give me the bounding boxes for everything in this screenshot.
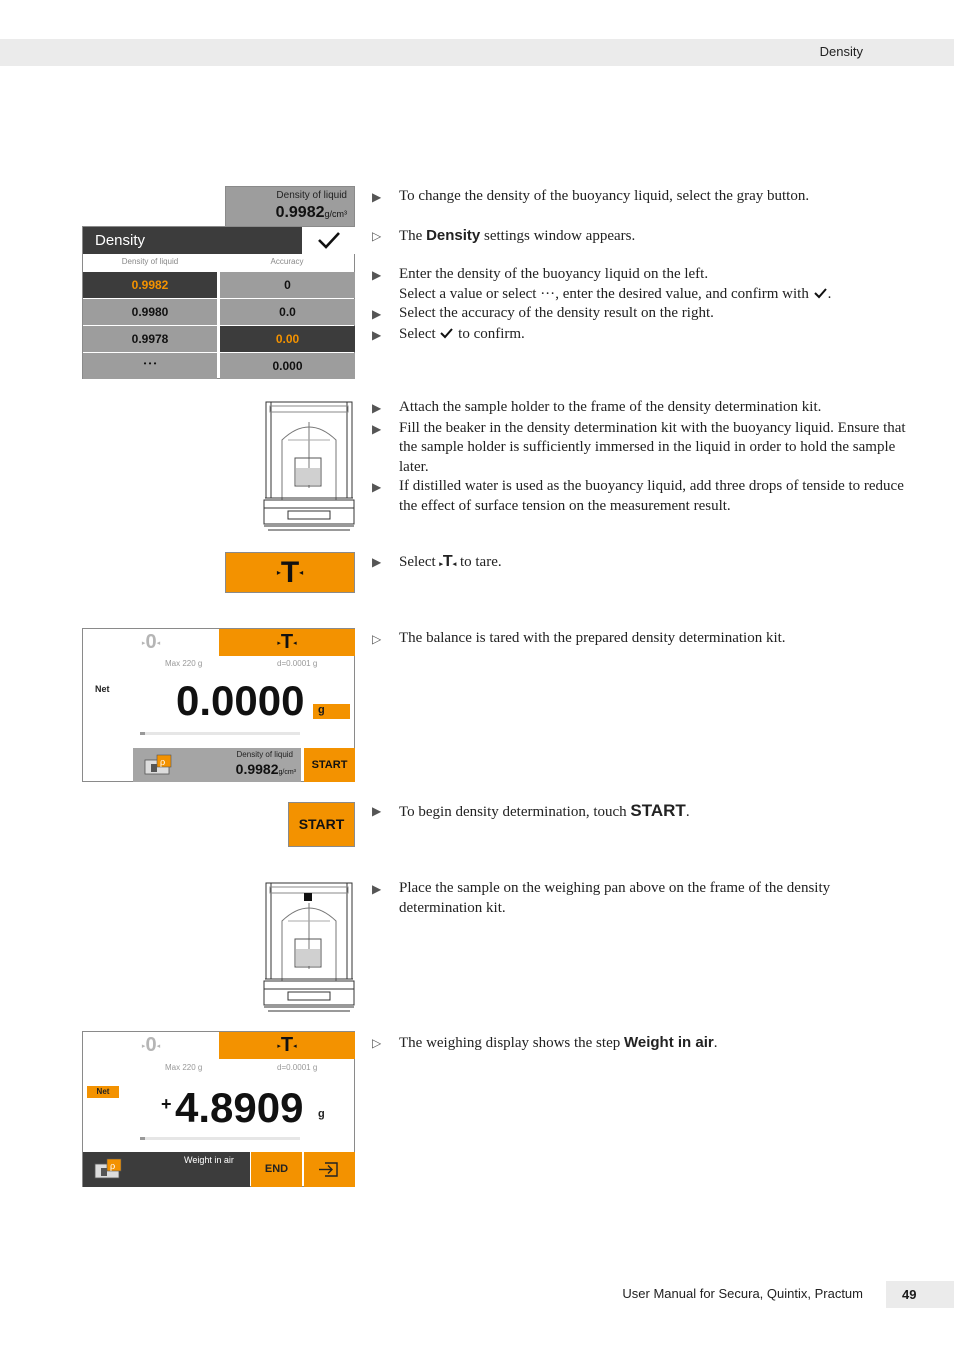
weight-unit: g	[313, 704, 350, 719]
weighing-display-tared	[82, 628, 355, 782]
solid-triangle-icon: ▶	[372, 268, 382, 282]
instruction-step: ▶ Select ▸T◂ to tare.	[372, 552, 917, 575]
start-button-display[interactable]: START	[304, 748, 355, 782]
instruction-step: ▶ If distilled water is used as the buoyancy liquid, add three drops of tenside to reduce the effect of surface tension on the measurement result.	[372, 478, 904, 514]
instructions-group-3	[372, 552, 917, 575]
start-button[interactable]: START	[288, 802, 355, 847]
solid-triangle-icon: ▶	[372, 401, 382, 415]
instruction-step: ▶ Enter the density of the buoyancy liquid on the left. Select a value or select ···, enter the desired value, and confirm with .	[372, 266, 832, 302]
end-button[interactable]: END	[251, 1152, 302, 1187]
footer-manual-title: User Manual for Secura, Quintix, Practum	[622, 1286, 863, 1301]
outline-triangle-icon: ▷	[372, 632, 382, 646]
density-more-button[interactable]: • • •	[83, 353, 217, 379]
instructions-group-1	[372, 187, 917, 345]
density-app-icon	[93, 1158, 123, 1180]
tare-button[interactable]: ▸ T ◂	[219, 629, 355, 656]
density-info-unit: g/cm³	[278, 769, 296, 776]
density-title: Density	[95, 232, 146, 249]
step-label: Weight in air	[184, 1155, 234, 1165]
max-capacity: Max 220 g	[165, 1063, 203, 1072]
solid-triangle-icon: ▶	[372, 421, 382, 436]
zero-button[interactable]: ▸ 0 ◂	[141, 631, 161, 653]
step-info-bar	[83, 1152, 250, 1187]
density-info-bar[interactable]	[133, 748, 301, 782]
page-number: 49	[886, 1281, 954, 1308]
checkmark-icon	[813, 287, 828, 299]
col-accuracy-header: Accuracy	[270, 257, 304, 266]
svg-text:ρ: ρ	[110, 1162, 116, 1172]
header-bar	[0, 39, 954, 66]
confirm-check-button[interactable]	[302, 227, 355, 254]
instruction-step: ▶ Select to confirm.	[372, 325, 917, 346]
density-info-label: Density of liquid	[236, 750, 293, 759]
tare-inline-icon: ▸T◂	[439, 553, 457, 570]
accuracy-option[interactable]: 0	[220, 272, 355, 298]
instructions-group-2	[372, 398, 917, 516]
density-title-bar	[83, 227, 302, 254]
density-option[interactable]: 0.9978	[83, 326, 217, 352]
capacity-bar	[140, 732, 300, 735]
density-settings-window	[82, 226, 355, 379]
density-option[interactable]: 0.9980	[83, 299, 217, 325]
solid-triangle-icon: ▶	[372, 190, 382, 204]
solid-triangle-icon: ▶	[372, 882, 382, 896]
weight-value: 4.8909	[175, 1084, 304, 1131]
density-kit-with-sample-illustration	[262, 881, 356, 1015]
tare-button[interactable]	[225, 552, 355, 593]
density-liquid-gray-button[interactable]	[225, 186, 355, 227]
net-label: Net	[87, 1086, 119, 1098]
accept-button[interactable]	[304, 1152, 355, 1187]
tare-icon: ▸ T ◂	[276, 555, 304, 589]
outline-triangle-icon: ▷	[372, 1036, 382, 1050]
density-app-icon	[143, 754, 173, 776]
instruction-result: ▷ The weighing display shows the step Weight in air.	[372, 1033, 917, 1054]
density-kit-illustration	[262, 400, 356, 534]
instruction-result: ▷ The Density settings window appears.	[372, 226, 917, 247]
solid-triangle-icon: ▶	[372, 327, 382, 342]
tare-button[interactable]: ▸ T ◂	[219, 1032, 355, 1059]
weight-value: 0.0000	[176, 677, 305, 724]
checkmark-icon	[439, 327, 454, 339]
density-liquid-label: Density of liquid	[276, 190, 347, 201]
zero-button[interactable]: ▸ 0 ◂	[141, 1034, 161, 1056]
instruction-step: ▶ Attach the sample holder to the frame of the density determination kit.	[372, 398, 917, 419]
instructions-group-5	[372, 801, 917, 823]
weight-sign: +	[161, 1094, 172, 1114]
instruction-result: ▷ The balance is tared with the prepared density determination kit.	[372, 629, 917, 650]
section-title: Density	[819, 44, 863, 59]
solid-triangle-icon: ▶	[372, 480, 382, 494]
instructions-group-7	[372, 1033, 917, 1054]
readability: d=0.0001 g	[277, 1063, 318, 1072]
density-option-selected[interactable]: 0.9982	[83, 272, 217, 298]
density-info-value: 0.9982	[235, 761, 279, 777]
instruction-step: ▶ Fill the beaker in the density determination kit with the buoyancy liquid. Ensure that the sample holder is sufficiently immersed in the liquid in order to hold the sample later.	[372, 419, 906, 475]
col-density-header: Density of liquid	[121, 257, 179, 266]
solid-triangle-icon: ▶	[372, 307, 382, 321]
accuracy-option[interactable]: 0.000	[220, 353, 355, 379]
instruction-step: ▶ To begin density determination, touch START.	[372, 801, 690, 820]
instructions-group-6	[372, 879, 917, 918]
instruction-step: ▶ Select the accuracy of the density result on the right.	[372, 304, 917, 325]
readability: d=0.0001 g	[277, 659, 318, 668]
capacity-bar	[140, 1137, 300, 1140]
instruction-step: ▶ Place the sample on the weighing pan above on the frame of the density determination kit.	[372, 880, 831, 916]
accuracy-option-selected[interactable]: 0.00	[220, 326, 355, 352]
net-label: Net	[95, 684, 110, 694]
solid-triangle-icon: ▶	[372, 555, 382, 569]
density-liquid-value-line	[276, 204, 347, 222]
density-liquid-value: 0.9982	[275, 204, 325, 221]
instructions-group-4	[372, 629, 917, 650]
accuracy-option[interactable]: 0.0	[220, 299, 355, 325]
enter-icon	[304, 1152, 355, 1187]
density-info-value-line	[236, 761, 296, 779]
density-liquid-unit: g/cm³	[324, 209, 347, 219]
instruction-step: ▶ To change the density of the buoyancy liquid, select the gray button.	[372, 187, 917, 208]
weight-unit: g	[318, 1108, 325, 1120]
solid-triangle-icon: ▶	[372, 804, 382, 818]
svg-text:ρ: ρ	[160, 758, 166, 768]
outline-triangle-icon: ▷	[372, 228, 382, 243]
checkmark-icon	[302, 227, 355, 254]
weighing-display-weight-in-air	[82, 1031, 355, 1187]
max-capacity: Max 220 g	[165, 659, 203, 668]
